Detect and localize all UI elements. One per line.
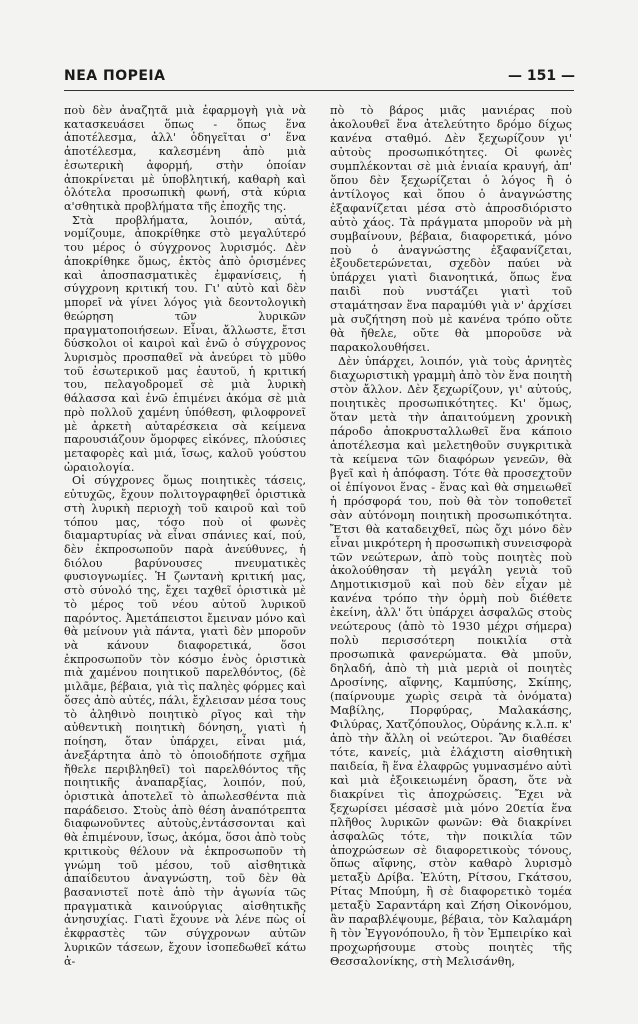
running-head: ΝΕΑ ΠΟΡΕΙΑ xyxy=(64,68,166,84)
page-number: — 151 — xyxy=(508,68,575,84)
paragraph: Στὰ προβλήματα, λοιπόν, αὐτά, νομίζουμε, ἀποκρίθηκε στὸ μεγαλύτερό του μέρος ὁ σύγχρονος λυρισμός. Δὲν ἀποκρίθηκε ὅμως, ἐκτὸς ἀπὸ ὁρισμένες καὶ ἀποσπασματικὲς ἐμφανίσεις, ἡ σύγχρονη κριτική του. Γι' αὐτὸ καὶ δὲν μπορεῖ νὰ γίνει λόγος γιὰ δεοντολογικὴ θεώρηση τῶν λυρικῶν πραγματοποιήσεων. Εἶναι, ἄλλωστε, ἔτσι δύσκολοι οἱ καιροὶ καὶ ἐνῶ ὁ σύγχρονος λυρισμὸς προσπαθεῖ νὰ ἀνεύρει τὸ μῦθο τοῦ ἐσωτερικοῦ μας ἑαυτοῦ, ἡ κριτική του, πελαγοδρομεῖ σὲ μιὰ λυρικὴ θάλασσα καὶ ἐνῶ ἐπιμένει ἀκόμα σὲ μιὰ πρὸ πολλοῦ χαμένη ὑπόθεση, φιλοφρονεῖ μὲ ἀρκετὴ αὐταρέσκεια σὰ κείμενα παρουσιάζουν ὅμορφες εἰκόνες, πλούσιες μεταφορὲς καὶ μιά, ἴσως, καλοῦ γούστου ὡραιολογία. xyxy=(64,213,306,474)
left-column xyxy=(64,104,306,968)
paragraph: Οἱ σύγχρονες ὅμως ποιητικὲς τάσεις, εὐτυχῶς, ἔχουν πολιτογραφηθεῖ ὁριστικὰ στὴ λυρικὴ περιοχὴ τοῦ καιροῦ καὶ τοῦ τόπου μας, τόσο ποὺ οἱ φωνὲς διαμαρτυρίας νὰ εἶναι σπάνιες καί, πού, δὲν ἐκπροσωποῦν παρὰ ἀνεύθυνες, ἡ διόλου βαρύνουσες πνευματικὲς φυσιογνωμίες. Ἡ ζωντανὴ κριτική μας, στὸ σύνολό της, ἔχει ταχθεῖ ὁριστικὰ μὲ τὸ μέρος τοῦ νέου αὐτοῦ λυρικοῦ παρόντος. Ἀμετάπειστοι ἔμειναν μόνο καὶ θὰ μείνουν γιὰ πάντα, γιατὶ δὲν μποροῦν νὰ κάνουν διαφορετικά, ὅσοι ἐκπροσωποῦν τὸν κόσμο ἑνὸς ὁριστικὰ πιὰ χαμένου ποιητικοῦ παρελθόντος, (δὲ μιλᾶμε, βέβαια, γιὰ τὶς παληὲς φόρμες καὶ ὅσες ἀπὸ αὐτές, πάλι, ἔχλεισαν μέσα τους τὸ ἀληθινὸ ποιητικὸ ρῖγος καὶ τὴν αὐθεντικὴ ποιητικὴ δόνηση, γιατὶ ἡ ποίηση, ὅταν ὑπάρχει, εἶναι μιά, ἀνεξάρτητα ἀπὸ τὸ ὁποιοδήποτε σχῆμα ἤθελε περιβληθεῖ) τοὶ παρελθόντος τῆς ποιητικῆς ἀναπαρξίας, λοιπόν, πού, ὁριστικὰ ἀποτελεῖ τὸ ἀπωλεσθέντα πιὰ παράδεισο. Στοὺς ἀπὸ θέση ἀναπότρεπτα διαφωνοῦντες αὐτοὺς,ἐντάσσονται καὶ θὰ ἐπιμένουν, ἴσως, ἀκόμα, ὅσοι ἀπὸ τοὺς κριτικοὺς θέλουν νὰ ἐκπροσωποῦν τὴ γνώμη τοῦ μέσου, τοῦ αἰσθητικὰ ἀπαίδευτου ἀναγνώστη, τοῦ δὲν θὰ βασανιστεῖ ποτὲ ἀπὸ τὴν ἀγωνία τῶς πραγματικὰ καινούργιας αἰσθητικῆς ἀνησυχίας. Γιατὶ ἔχουνε νὰ λένε πὼς οἱ ἐκφραστὲς τῶν σύγχρονων αὐτῶν λυρικῶν τάσεων, ἔχουν ἰσοπεδωθεῖ κάτω ἀ- xyxy=(64,474,306,968)
header-rule xyxy=(64,90,574,91)
paragraph: ποὺ δὲν ἀναζητᾶ μιὰ ἐφαρμογὴ γιὰ νὰ κατασκευάσει ὅπως - ὅπως ἕνα ἀποτέλεσμα, ἀλλ' ὁδηγεῖται σ' ἕνα ἀποτέλεσμα, καλεσμένη ἀπὸ μιὰ ἐσωτερικὴ ἀφορμή, στὴν ὁποίαν ἀποκρίνεται μὲ ὑποβλητική, καθαρὴ καὶ ὁλότελα προσωπικὴ φωνή, στὰ κύρια α'σθητικὰ προβλήματα τῆς ἐποχῆς της. xyxy=(64,104,306,214)
right-column xyxy=(330,104,572,969)
paragraph: πὸ τὸ βάρος μιᾶς μανιέρας ποὺ ἀκολουθεῖ ἕνα ἀτελεύτητο δρόμο δίχως κανένα σταθμό. Δὲν ξεχωρίζουν γι' αὐτοὺς προσωπικότητες. Οἱ φωνὲς συμπλέκονται σὲ μιὰ ἑνιαία κραυγή, ἀπ' ὅπου δὲν ξεχωρίζεται ὁ λόγος ἢ ὁ ἀντίλογος καὶ ὅπου ὁ ἀναγνώστης ἐξαφανίζεται μέσα στὸ ἀπροσδιόριστο αὐτὸ χάος. Τὰ πράγματα μποροῦν νὰ μὴ συμβαίνουν, βέβαια, διαφορετικά, μόνο ποὺ ὁ ἀναγνώστης ἐξαφανίζεται, ἐξουδετερώνεται, σχεδὸν παύει νὰ ὑπάρχει γιατὶ διανοητικά, ὅπως ἕνα παιδὶ ποὺ νυστάζει γιατὶ τοῦ σταμάτησαν ἕνα παραμύθι γιὰ ν' ἀρχίσει μὰ συζήτηση ποὺ μὲ κανένα τρόπο οὔτε θὰ ἤθελε, οὔτε θὰ μποροῦσε νὰ παρακολουθήσει. xyxy=(330,103,572,355)
paragraph: Δὲν ὑπάρχει, λοιπόν, γιὰ τοὺς ἀρνητὲς διαχωριστικὴ γραμμὴ ἀπὸ τὸν ἕνα ποιητὴ στὸν ἄλλον. Δὲν ξεχωρίζουν, γι' αὐτούς, ποιητικὲς προσωπικότητες. Κι' ὅμως, ὅταν μετὰ τὴν ἀπαιτούμενη χρονικὴ πάροδο ἀποκρυσταλλωθεῖ ἕνα κάποιο ἀποτέλεσμα καὶ μελετηθοῦν συγκριτικὰ τὰ κείμενα τῶν διαφόρων γενεῶν, θὰ βγεῖ καὶ ἡ ἀπόφαση. Τότε θὰ προσεχτοῦν οἱ ἐπίγονοι ἕνας - ἕνας καὶ θὰ σημειωθεῖ ἡ πρόσφορά του, ποὺ θὰ τὸν τοποθετεῖ σὰν αὐτόνομη ποιητικὴ προσωπικότητα. Ἔτσι θὰ καταδειχθεῖ, πὼς ὄχι μόνο δὲν εἶναι μικρότερη ἡ προσωπικὴ συνεισφορὰ τῶν νεώτερων, ἀπὸ τοὺς ποιητὲς ποὺ ἀκολούθησαν τὴ μεγάλη γενιὰ τοῦ Δημοτικισμοῦ καὶ ποὺ δὲν εἶχαν μὲ κανένα τρόπο τὴν ὁρμὴ ποὺ διέθετε ἐκείνη, ἀλλ' ὅτι ὑπάρχει ἀσφαλῶς στοὺς νεώτερους (ἀπὸ τὸ 1930 μέχρι σήμερα) πολὺ περισσότερη ποικιλία στὰ προσωπικὰ φανερώματα. Θὰ μποῦν, δηλαδή, ἀπὸ τὴ μιὰ μεριὰ οἱ ποιητὲς Δροσίνης, αἴφνης, Καμπύσης, Σκίπης, (παίρνουμε χωρὶς σειρὰ τὰ ὀνόματα) Μαβίλης, Πορφύρας, Μαλακάσης, Φιλύρας, Χατζόπουλος, Οὐράνης κ.λ.π. κ' ἀπὸ τὴν ἄλλη οἱ νεώτεροι. Ἂν διαθέσει τότε, κανείς, μιὰ ἐλάχιστη αἰσθητικὴ παιδεία, ἢ ἕνα ἐλαφρῶς γυμνασμένο αὐτὶ καὶ μιὰ ἐξοικειωμένη ὅραση, ὅτε νὰ διακρίνει τὶς ἀποχρώσεις. Ἔχει νὰ ξεχωρίσει μέσασὲ μιὰ μόνο 20ετία ἕνα πλῆθος λυρικῶν φωνῶν: Θὰ διακρίνει ἀσφαλῶς τότε, τὴν ποικιλία τῶν ἀποχρώσεων σὲ διαφορετικοὺς τόνους, ὅπως αἴφνης, στὸν καθαρὸ λυρισμὸ μεταξὺ Δρίβα. Ἐλύτη, Ρίτσου, Γκάτσου, Ρίτας Μπούμη, ἢ σὲ διαφορετικὸ τομέα μεταξὺ Σαραντάρη καὶ Ζήση Οἰκονόμου, ἂν παραβλέψουμε, βέβαια, τὸν Καλαμάρη ἢ τὸν Ἐγγονόπουλο, ἢ τὸν Ἐμπειρίκο καὶ προχωρήσουμε στοὺς ποιητὲς τῆς Θεσσαλονίκης, στὴ Μελισάνθη, xyxy=(330,354,573,969)
